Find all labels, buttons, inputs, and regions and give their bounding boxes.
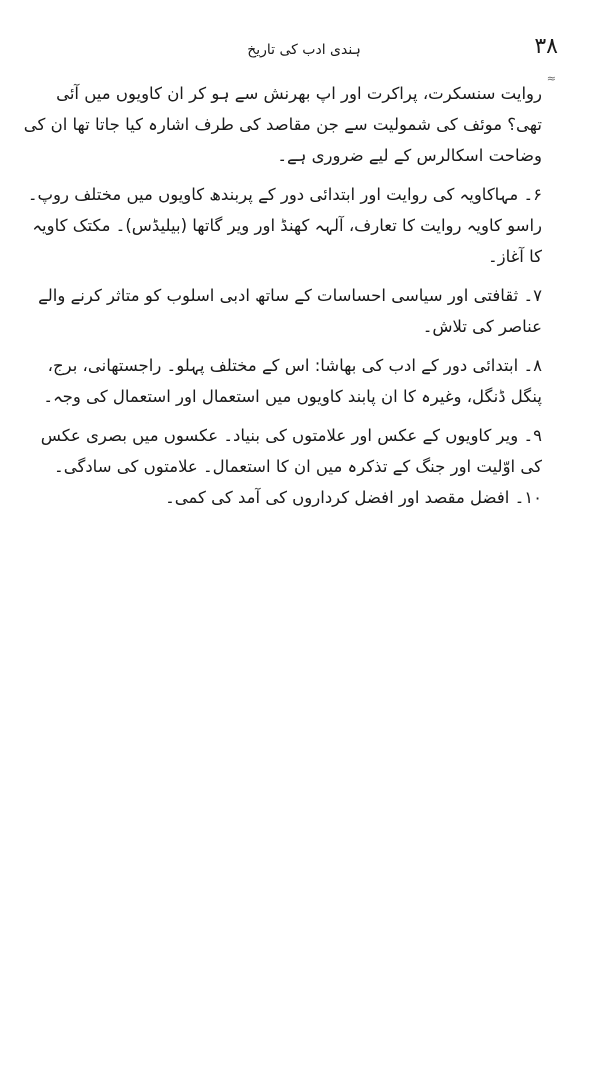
list-item-7: ۷۔ ثقافتی اور سیاسی احساسات کے ساتھ ادبی اسلوب کو متاثر کرنے والے عناصر کی تلاش۔ <box>38 286 542 336</box>
list-item-9: ۹۔ ویر کاویوں کے عکس اور علامتوں کی بنیاد۔ عکسوں میں بصری عکس کی اوّلیت اور جنگ کے تذکرہ میں ان کا استعمال۔ علامتوں کی سادگی۔ <box>40 426 542 476</box>
running-header: ہندی ادب کی تاریخ <box>247 42 361 58</box>
list-item-8: ۸۔ ابتدائی دور کے ادب کی بھاشا: اس کے مختلف پہلو۔ راجستھانی، برج، پنگل ڈنگل، وغیرہ کا ان پابند کاویوں میں استعمال اور استعمال کی وجہ۔ <box>43 356 542 406</box>
page-number: ۳۸ <box>534 34 558 59</box>
list-item-10: ۱۰۔ افضل مقصد اور افضل کرداروں کی آمد کی کمی۔ <box>165 488 542 507</box>
paragraph-intro: روایت سنسکرت، پراکرت اور اپ بھرنش سے ہو کر ان کاویوں میں آئی تھی؟ موئف کی شمولیت سے جن مقاصد کی طرف اشارہ کیا جاتا تھا ان کی وضاحت اسکالرس کے لیے ضروری ہے۔ <box>23 84 542 165</box>
body-text <box>22 78 542 513</box>
list-item-6: ۶۔ مہاکاویہ کی روایت اور ابتدائی دور کے پربندھ کاویوں میں مختلف روپ۔ راسو کاویہ روایت کا تعارف، آلہہ کھنڈ اور ویر گاتھا (بیلیڈس)۔ مکتک کاویہ کا آغاز۔ <box>27 185 542 266</box>
pen-mark-icon: ≈ <box>546 72 556 85</box>
